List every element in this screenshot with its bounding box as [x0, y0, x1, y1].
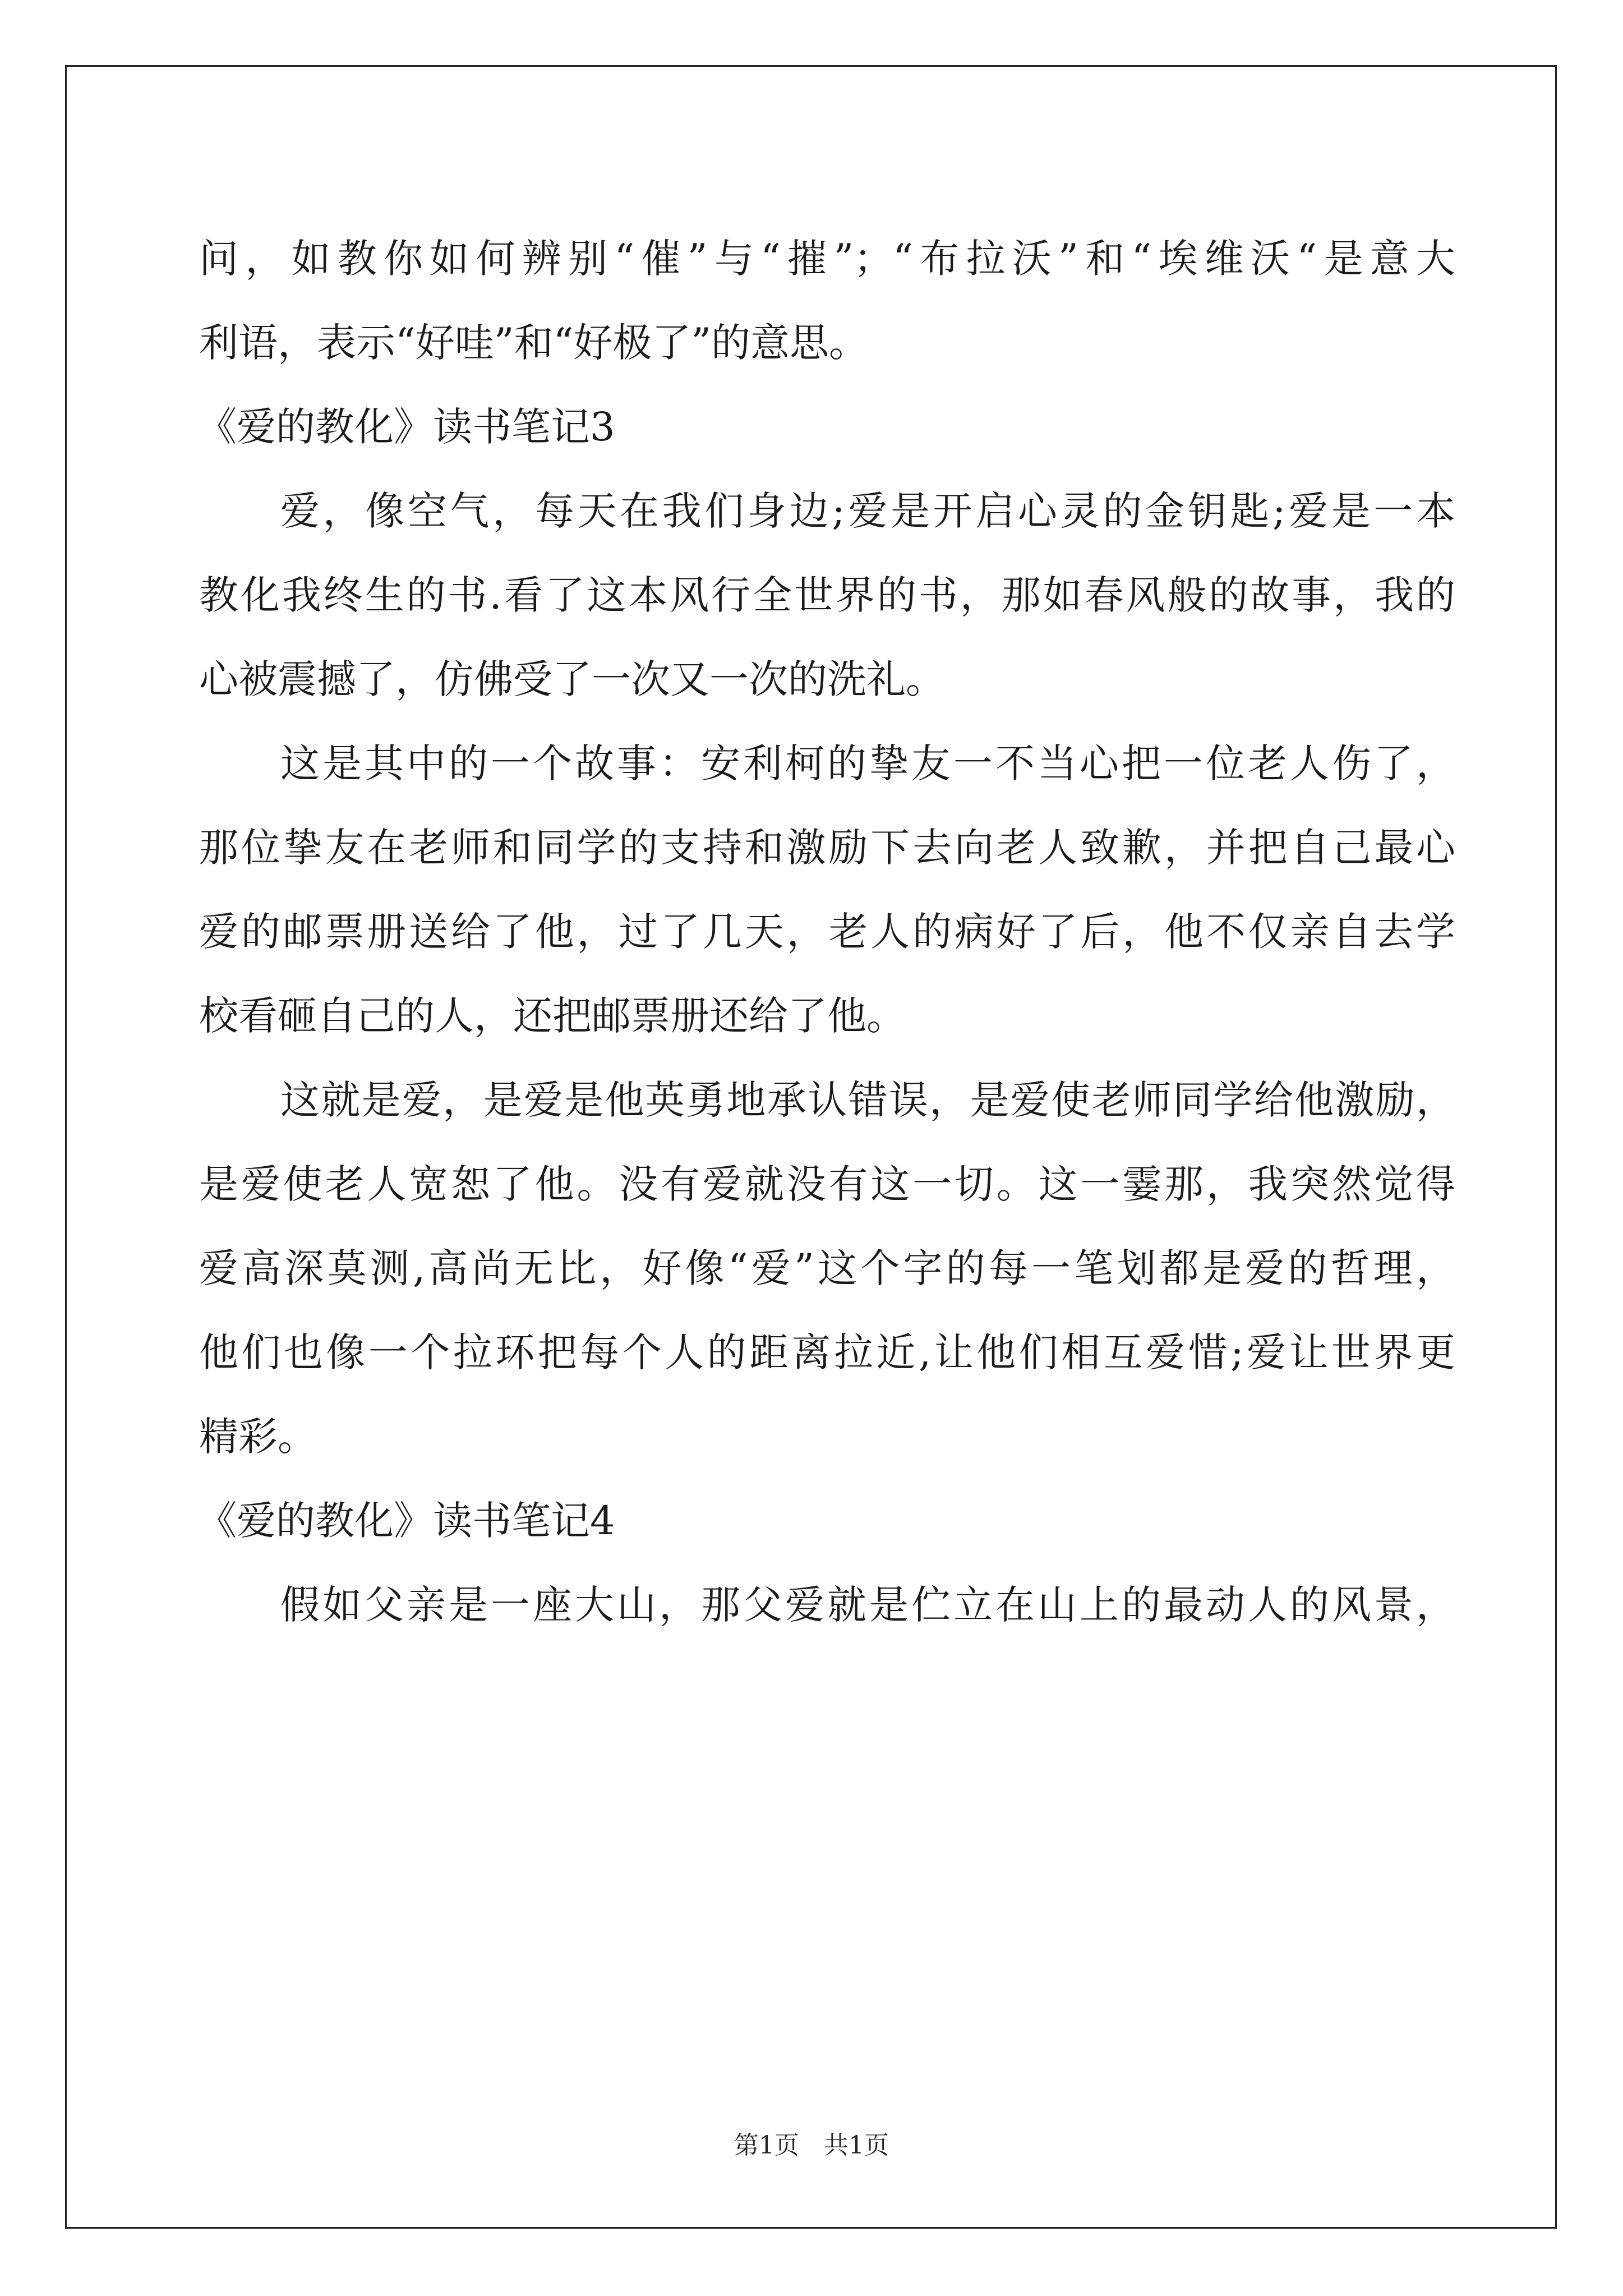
document-body — [199, 217, 1455, 1647]
text-line: 问，如教你如何辨别“催”与“摧”；“布拉沃”和“埃维沃“是意大 — [199, 236, 1455, 282]
text-line: 利语，表示“好哇”和“好极了”的意思。 — [199, 320, 869, 366]
text-line: 爱高深莫测,高尚无比，好像“爱”这个字的每一笔划都是爱的哲理， — [199, 1245, 1455, 1291]
text-line: 这就是爱，是爱是他英勇地承认错误，是爱使老师同学给他激励， — [280, 1077, 1455, 1123]
text-line: 精彩。 — [199, 1414, 317, 1460]
section-heading: 《爱的教化》读书笔记3 — [197, 404, 615, 450]
text-line: 心被震撼了，仿佛受了一次又一次的洗礼。 — [199, 656, 945, 702]
text-line: 那位挚友在老师和同学的支持和激励下去向老人致歉，并把自己最心 — [199, 825, 1455, 871]
text-line: 校看砸自己的人，还把邮票册还给了他。 — [199, 993, 906, 1039]
page-footer: 第1页 共1页 — [734, 2131, 889, 2160]
text-line: 他们也像一个拉环把每个人的距离拉近,让他们相互爱惜;爱让世界更 — [199, 1329, 1455, 1375]
text-line: 是爱使老人宽恕了他。没有爱就没有这一切。这一霎那，我突然觉得 — [199, 1161, 1455, 1207]
text-line: 这是其中的一个故事：安利柯的挚友一不当心把一位老人伤了， — [280, 740, 1455, 786]
text-line: 教化我终生的书.看了这本风行全世界的书，那如春风般的故事，我的 — [199, 572, 1455, 618]
text-line: 爱的邮票册送给了他，过了几天，老人的病好了后，他不仅亲自去学 — [199, 909, 1455, 955]
text-line: 爱，像空气，每天在我们身边;爱是开启心灵的金钥匙;爱是一本 — [280, 488, 1455, 534]
text-line: 假如父亲是一座大山，那父爱就是伫立在山上的最动人的风景， — [280, 1582, 1455, 1628]
section-heading: 《爱的教化》读书笔记4 — [197, 1498, 615, 1544]
